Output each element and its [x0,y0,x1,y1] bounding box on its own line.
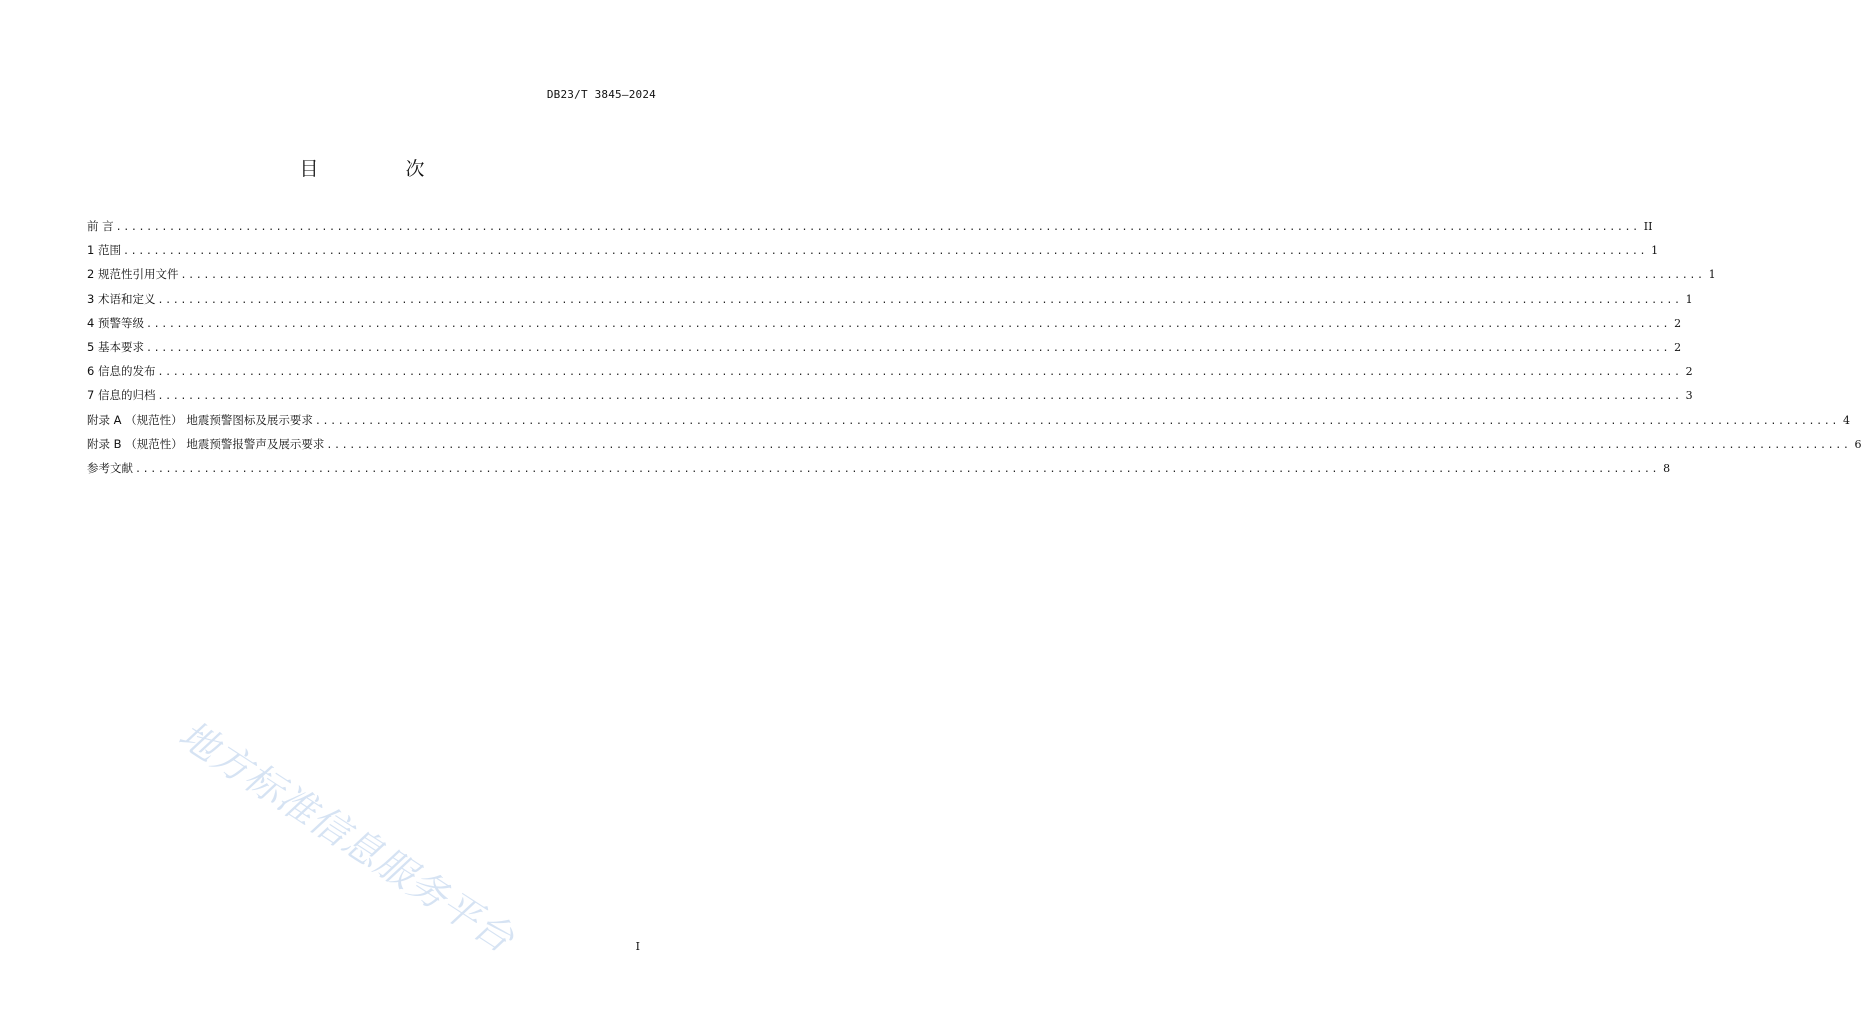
toc-leader-dots: ........................................................................................................................................................................................................ [115,222,1640,233]
toc-entry-page: 4 [1842,413,1850,427]
toc-entry-label: 附录 A （规范性） 地震预警图标及展示要求 [87,412,313,427]
toc-entry-label: 4 预警等级 [87,315,144,330]
toc-entry-page: 2 [1674,316,1682,330]
toc-entry-label: 前 言 [87,219,114,233]
toc-leader-dots: ........................................................................................................................................................................................................ [314,415,1839,427]
toc-entry-page: 2 [1685,365,1693,379]
toc-entry-foreword[interactable] [87,218,1653,242]
toc-entry-page: 3 [1685,389,1693,403]
toc-entry-warning-levels[interactable] [87,315,1682,339]
toc-entry-normative-references[interactable] [87,266,1716,290]
toc-entry-basic-requirements[interactable] [87,339,1682,363]
toc-entry-label: 参考文献 [87,460,133,475]
toc-entry-appendix-b[interactable] [87,436,1861,460]
toc-entry-bibliography[interactable] [87,460,1671,484]
toc-entry-page: 8 [1663,461,1671,475]
toc-leader-dots: ........................................................................................................................................................................................................ [122,246,1648,258]
toc-entry-label: 2 规范性引用文件 [87,267,179,282]
toc-entry-page: 1 [1708,268,1716,282]
toc-entry-page: 6 [1854,437,1861,451]
toc-entry-terms-definitions[interactable] [87,291,1693,315]
toc-entry-page: 1 [1685,292,1693,306]
toc-entry-label: 3 术语和定义 [87,291,156,306]
toc-entry-scope[interactable] [87,242,1659,266]
toc-leader-dots: ........................................................................................................................................................................................................ [145,318,1671,330]
toc-entry-page: 2 [1674,340,1682,354]
toc-entry-label: 5 基本要求 [87,339,144,354]
toc-leader-dots: ........................................................................................................................................................................................................ [180,270,1705,282]
toc-entry-page: II [1643,220,1653,233]
table-of-contents [87,218,1861,484]
toc-leader-dots: ........................................................................................................................................................................................................ [145,342,1671,354]
toc-leader-dots: ........................................................................................................................................................................................................ [135,463,1660,475]
toc-entry-information-archiving[interactable] [87,387,1693,411]
toc-entry-appendix-a[interactable] [87,412,1850,436]
toc-leader-dots: ........................................................................................................................................................................................................ [157,391,1682,403]
toc-leader-dots: ........................................................................................................................................................................................................ [157,294,1682,306]
toc-leader-dots: ........................................................................................................................................................................................................ [157,367,1682,379]
watermark-text: 地方标准信息服务平台 [171,711,523,962]
toc-entry-page: 1 [1651,244,1659,258]
toc-entry-label: 6 信息的发布 [87,364,156,379]
page-number: I [635,940,640,953]
toc-title: 目 次 [299,158,459,180]
toc-entry-label: 1 范围 [87,243,121,258]
toc-leader-dots: ........................................................................................................................................................................................................ [326,439,1851,451]
toc-entry-label: 附录 B （规范性） 地震预警报警声及展示要求 [87,436,325,451]
toc-entry-label: 7 信息的归档 [87,388,156,403]
toc-entry-information-release[interactable] [87,363,1693,387]
standard-code: DB23/T 3845—2024 [546,88,656,101]
